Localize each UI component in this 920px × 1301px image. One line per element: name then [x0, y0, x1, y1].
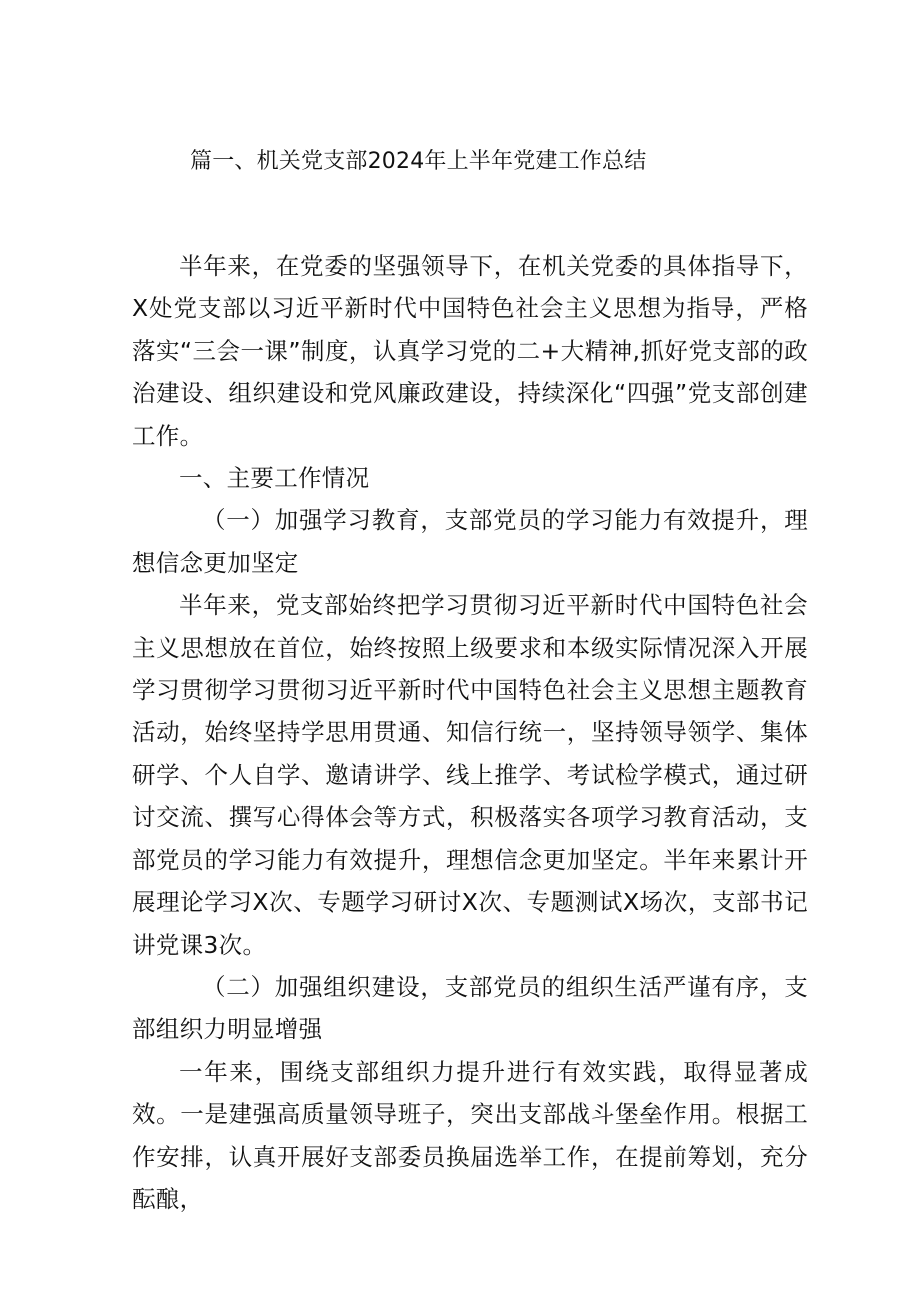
- organization-building-paragraph: 一年来，围绕支部组织力提升进行有效实践，取得显著成效。一是建强高质量领导班子，突出支部战斗堡垒作用。根据工作安排，认真开展好支部委员换届选举工作，在提前筹划，充分酝酿，: [132, 1057, 808, 1213]
- section-heading-main-work: 一、主要工作情况: [179, 464, 370, 493]
- subsection-heading-organization-building: （二）加强组织建设，支部党员的组织生活严谨有序，支部组织力明显增强: [132, 972, 808, 1044]
- subsection-heading-study-education: （一）加强学习教育，支部党员的学习能力有效提升，理想信念更加坚定: [132, 506, 808, 577]
- document-body: [132, 245, 808, 1220]
- intro-paragraph: 半年来，在党委的坚强领导下，在机关党委的具体指导下，X处党支部以习近平新时代中国特色社会主义思想为指导，严格落实“三会一课”制度，认真学习党的二+大精神,抓好党支部的政治建设、组织建设和党风廉政建设，持续深化“四强”党支部创建工作。: [132, 252, 808, 450]
- document-title: 篇一、机关党支部2024年上半年党建工作总结: [190, 149, 647, 174]
- study-education-paragraph: 半年来，党支部始终把学习贯彻习近平新时代中国特色社会主义思想放在首位，始终按照上级要求和本级实际情况深入开展学习贯彻学习贯彻习近平新时代中国特色社会主义思想主题教育活动，始终坚持学思用贯通、知信行统一，坚持领导领学、集体研学、个人自学、邀请讲学、线上推学、考试检学模式，通过研讨交流、撰写心得体会等方式，积极落实各项学习教育活动，支部党员的学习能力有效提升，理想信念更加坚定。半年来累计开展理论学习X次、专题学习研讨X次、专题测试X场次，支部书记讲党课3次。: [132, 591, 808, 959]
